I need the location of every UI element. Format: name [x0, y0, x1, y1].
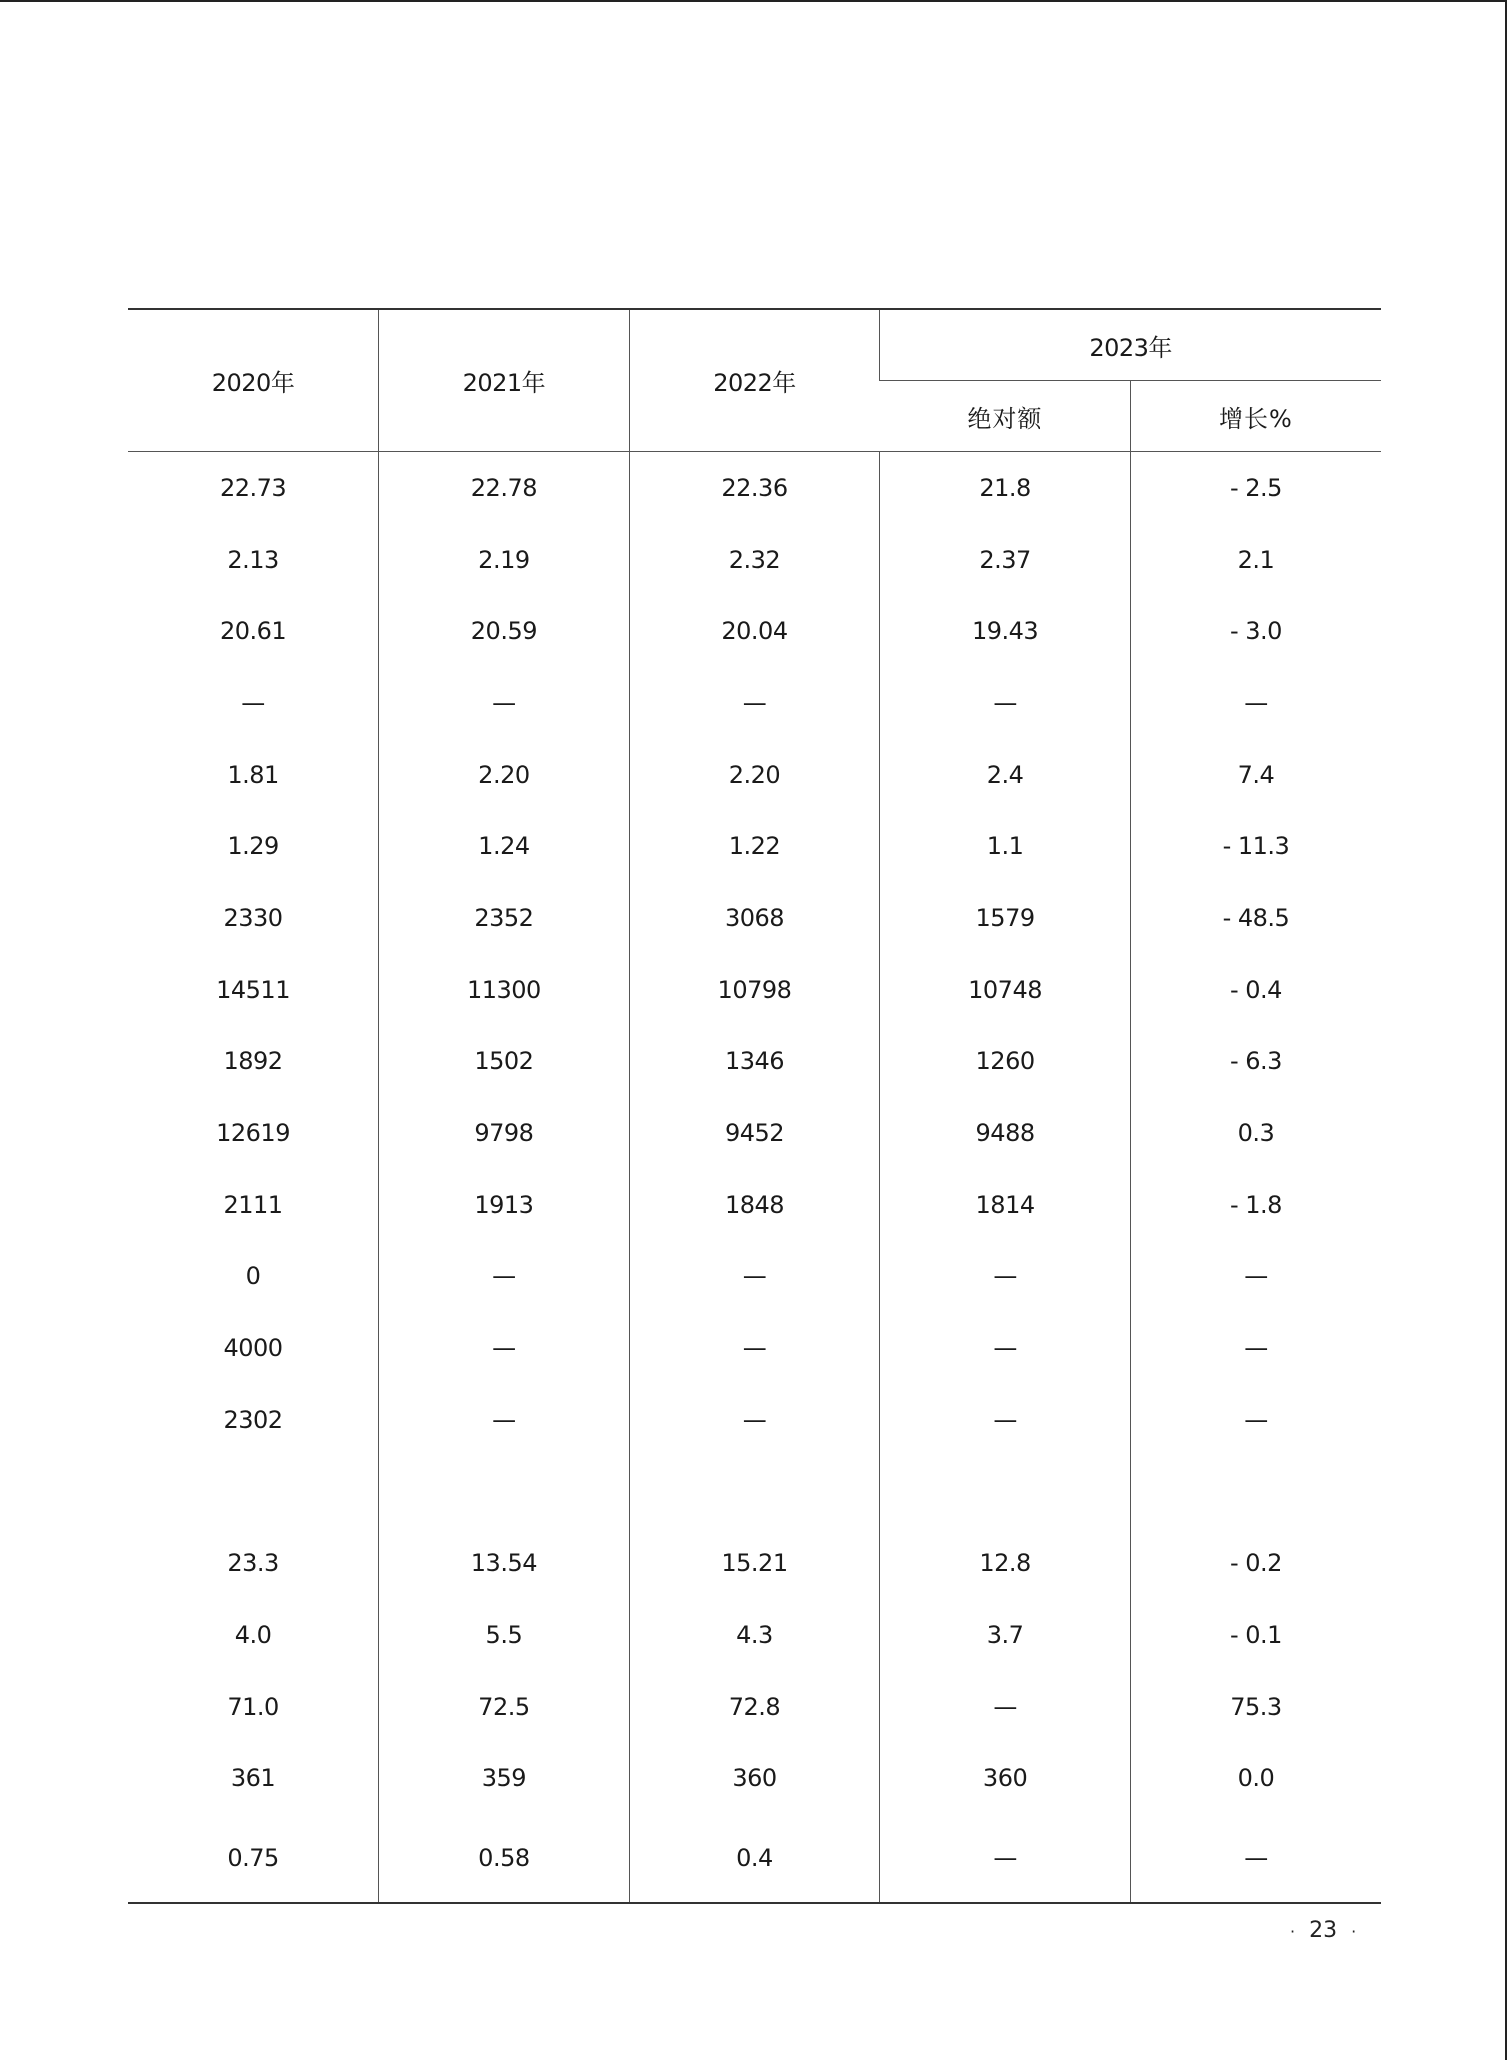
table-cell-col-2023-absolute: 2.4: [880, 739, 1131, 811]
table-cell-col-2022: 1.22: [629, 810, 880, 882]
table-cell-col-2022: —: [629, 1241, 880, 1313]
table-cell-col-2023-growth: 0.3: [1130, 1097, 1381, 1169]
table-row: [128, 595, 1381, 667]
table-cell-col-2020: 22.73: [219, 473, 287, 502]
table-cell-col-2021: 13.54: [379, 1527, 630, 1599]
table-cell-col-2022: 1346: [629, 1026, 880, 1098]
table-cell-col-2021: —: [379, 667, 630, 739]
table-row: [128, 882, 1381, 954]
table-row: [128, 1384, 1381, 1456]
table-cell-col-2022: 9452: [629, 1097, 880, 1169]
table-row: [128, 954, 1381, 1026]
table-cell-col-2022: [629, 1456, 880, 1528]
table-cell-col-2021: 9798: [379, 1097, 630, 1169]
table-cell-col-2023-absolute: 1.1: [880, 810, 1131, 882]
table-cell-col-2022: —: [629, 1384, 880, 1456]
page-number-value: 23: [1309, 1918, 1338, 1943]
table-cell-col-2020: —: [241, 688, 265, 717]
table-cell-col-2020: 1.81: [227, 760, 279, 789]
header-year-2021: 2021年: [379, 309, 630, 452]
table-cell-col-2022: 4.3: [629, 1599, 880, 1671]
table-row: [128, 1456, 1381, 1528]
table-cell-col-2022: 22.36: [629, 452, 880, 524]
table-cell-col-2020: 2302: [223, 1405, 283, 1434]
header-year-2022: 2022年: [629, 309, 880, 452]
table-cell-col-2023-growth: 2.1: [1130, 524, 1381, 596]
table-cell-col-2023-growth: - 0.2: [1130, 1527, 1381, 1599]
table-row: [128, 1814, 1381, 1903]
table-cell-col-2020: 2330: [223, 903, 283, 932]
table-cell-col-2021: 22.78: [379, 452, 630, 524]
page-number-dot-right: ·: [1351, 1921, 1357, 1941]
table-cell-col-2020: [128, 1456, 379, 1528]
table-cell-col-2023-growth: 0.0: [1130, 1742, 1381, 1814]
table-cell-col-2020: 4.0: [234, 1620, 272, 1649]
page-number-dot-left: ·: [1290, 1921, 1296, 1941]
table-row: [128, 1097, 1381, 1169]
table-cell-col-2023-growth: - 0.1: [1130, 1599, 1381, 1671]
table-cell-col-2023-growth: - 48.5: [1130, 882, 1381, 954]
table-cell-col-2023-absolute: 1260: [880, 1026, 1131, 1098]
table-cell-col-2023-growth: - 1.8: [1130, 1169, 1381, 1241]
table-cell-col-2021: —: [379, 1312, 630, 1384]
table-cell-col-2020: 4000: [223, 1334, 283, 1363]
table-cell-col-2023-absolute: 3.7: [880, 1599, 1131, 1671]
table-cell-col-2023-growth: —: [1130, 1814, 1381, 1903]
table-cell-col-2023-absolute: —: [880, 1241, 1131, 1313]
table-cell-col-2023-absolute: —: [880, 1814, 1131, 1903]
table-cell-col-2022: 2.32: [629, 524, 880, 596]
table-cell-col-2021: —: [379, 1241, 630, 1313]
table-cell-col-2020: 0.75: [227, 1844, 279, 1873]
table-cell-col-2021: [379, 1456, 630, 1528]
table-cell-col-2021: —: [379, 1384, 630, 1456]
table-cell-col-2021: 359: [379, 1742, 630, 1814]
statistics-table: [128, 308, 1381, 1904]
table-row: [128, 739, 1381, 811]
table-cell-col-2020: 361: [230, 1764, 276, 1793]
table-cell-col-2021: 72.5: [379, 1671, 630, 1743]
table-row: [128, 1527, 1381, 1599]
table-cell-col-2021: 1502: [379, 1026, 630, 1098]
table-row: [128, 667, 1381, 739]
table-cell-col-2023-growth: —: [1130, 1384, 1381, 1456]
table-cell-col-2020: 1.29: [227, 832, 279, 861]
table-cell-col-2020: 0: [245, 1262, 261, 1291]
table-cell-col-2022: 0.4: [629, 1814, 880, 1903]
table-cell-col-2023-absolute: 9488: [880, 1097, 1131, 1169]
table-cell-col-2021: 0.58: [379, 1814, 630, 1903]
table-cell-col-2023-absolute: 2.37: [880, 524, 1131, 596]
table-row: [128, 524, 1381, 596]
table-row: [128, 810, 1381, 882]
table-cell-col-2023-growth: - 6.3: [1130, 1026, 1381, 1098]
table-cell-col-2023-growth: - 3.0: [1130, 595, 1381, 667]
table-cell-col-2021: 1913: [379, 1169, 630, 1241]
table-cell-col-2023-absolute: —: [880, 667, 1131, 739]
table-cell-col-2022: 1848: [629, 1169, 880, 1241]
table-row: [128, 1026, 1381, 1098]
table-cell-col-2020: 2.13: [227, 545, 279, 574]
table-cell-col-2022: 72.8: [629, 1671, 880, 1743]
table-cell-col-2023-absolute: —: [880, 1312, 1131, 1384]
table-cell-col-2020: 20.61: [219, 617, 287, 646]
table-cell-col-2023-growth: - 2.5: [1130, 452, 1381, 524]
table-cell-col-2020: 1892: [223, 1047, 283, 1076]
table-cell-col-2023-absolute: —: [880, 1671, 1131, 1743]
table-header: [128, 309, 1381, 452]
table-cell-col-2023-absolute: [880, 1456, 1131, 1528]
table-row: [128, 1742, 1381, 1814]
header-absolute-amount: 绝对额: [880, 381, 1131, 452]
table-cell-col-2023-growth: —: [1130, 1241, 1381, 1313]
header-year-2023: 2023年: [880, 309, 1381, 381]
table-row: [128, 1312, 1381, 1384]
table-cell-col-2023-absolute: 12.8: [880, 1527, 1131, 1599]
table-cell-col-2021: 5.5: [379, 1599, 630, 1671]
table-cell-col-2023-absolute: 1579: [880, 882, 1131, 954]
header-growth-percent: 增长%: [1130, 381, 1381, 452]
table-cell-col-2020: 71.0: [227, 1692, 279, 1721]
table-cell-col-2022: 20.04: [629, 595, 880, 667]
table-cell-col-2023-growth: - 11.3: [1130, 810, 1381, 882]
table-cell-col-2022: 15.21: [629, 1527, 880, 1599]
table-cell-col-2023-absolute: 21.8: [880, 452, 1131, 524]
table-cell-col-2020: 23.3: [227, 1549, 279, 1578]
table-cell-col-2022: —: [629, 1312, 880, 1384]
table-cell-col-2020: 2111: [223, 1190, 283, 1219]
table-cell-col-2022: 360: [629, 1742, 880, 1814]
table-cell-col-2023-growth: - 0.4: [1130, 954, 1381, 1026]
table-cell-col-2022: 3068: [629, 882, 880, 954]
table-cell-col-2021: 20.59: [379, 595, 630, 667]
table-cell-col-2022: —: [629, 667, 880, 739]
table-cell-col-2022: 10798: [629, 954, 880, 1026]
table-cell-col-2020: 14511: [216, 975, 290, 1004]
table-cell-col-2021: 1.24: [379, 810, 630, 882]
table-cell-col-2023-growth: —: [1130, 667, 1381, 739]
table-cell-col-2021: 2.19: [379, 524, 630, 596]
table-cell-col-2021: 2.20: [379, 739, 630, 811]
table-cell-col-2023-absolute: —: [880, 1384, 1131, 1456]
table-row: [128, 452, 1381, 524]
table-cell-col-2023-growth: 7.4: [1130, 739, 1381, 811]
table-cell-col-2023-absolute: 19.43: [880, 595, 1131, 667]
table-row: [128, 1599, 1381, 1671]
table-cell-col-2023-absolute: 10748: [880, 954, 1131, 1026]
table-row: [128, 1671, 1381, 1743]
table-cell-col-2021: 2352: [379, 882, 630, 954]
table-cell-col-2023-growth: 75.3: [1130, 1671, 1381, 1743]
table-cell-col-2022: 2.20: [629, 739, 880, 811]
table-cell-col-2021: 11300: [379, 954, 630, 1026]
header-year-2020: 2020年: [128, 309, 379, 452]
page-number: [1276, 1918, 1386, 1943]
table-cell-col-2023-absolute: 360: [880, 1742, 1131, 1814]
table-cell-col-2020: 12619: [216, 1119, 290, 1148]
table-row: [128, 1241, 1381, 1313]
table-row: [128, 1169, 1381, 1241]
table-cell-col-2023-growth: —: [1130, 1312, 1381, 1384]
table-body: [128, 452, 1381, 1904]
table-cell-col-2023-absolute: 1814: [880, 1169, 1131, 1241]
table-cell-col-2023-growth: [1130, 1456, 1381, 1528]
